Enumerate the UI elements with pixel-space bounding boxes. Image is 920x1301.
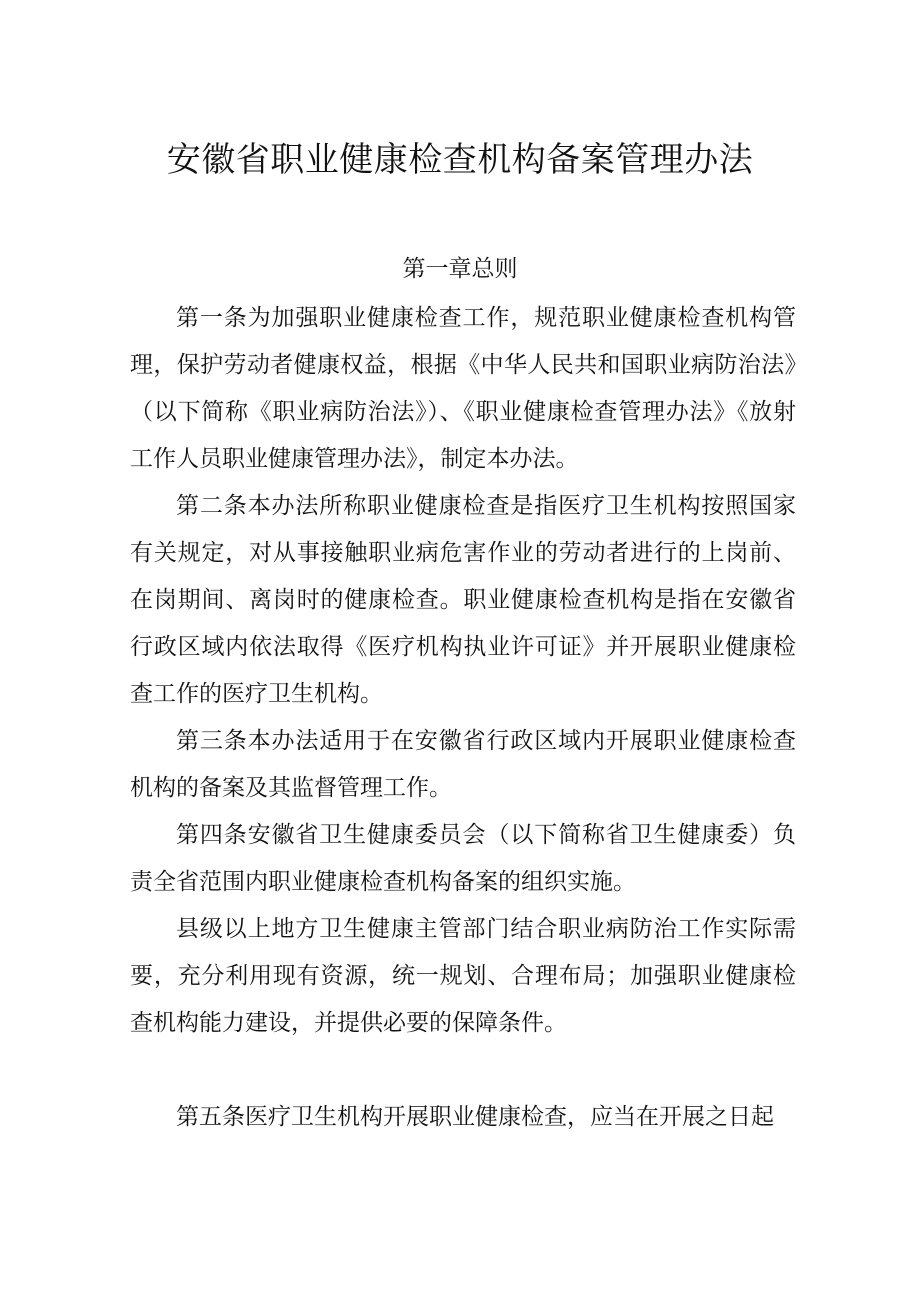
- article-4-paragraph: 第四条安徽省卫生健康委员会（以下简称省卫生健康委）负责全省范围内职业健康检查机构备案的组织实施。: [130, 822, 796, 895]
- article-3-paragraph: 第三条本办法适用于在安徽省行政区域内开展职业健康检查机构的备案及其监督管理工作。: [130, 728, 796, 801]
- article-4-subparagraph: 县级以上地方卫生健康主管部门结合职业病防治工作实际需要，充分利用现有资源，统一规划、合理布局；加强职业健康检查机构能力建设，并提供必要的保障条件。: [130, 916, 796, 1036]
- document-title: 安徽省职业健康检查机构备案管理办法: [166, 140, 754, 180]
- article-5-paragraph: 第五条医疗卫生机构开展职业健康检查，应当在开展之日起: [176, 1104, 774, 1130]
- article-1-paragraph: 第一条为加强职业健康检查工作，规范职业健康检查机构管理，保护劳动者健康权益，根据《中华人民共和国职业病防治法》（以下简称《职业病防治法》）、《职业健康检查管理办法》《放射工作人员职业健康管理办法》，制定本办法。: [130, 305, 796, 472]
- article-2-paragraph: 第二条本办法所称职业健康检查是指医疗卫生机构按照国家有关规定，对从事接触职业病危害作业的劳动者进行的上岗前、在岗期间、离岗时的健康检查。职业健康检查机构是指在安徽省行政区域内依法取得《医疗机构执业许可证》并开展职业健康检查工作的医疗卫生机构。: [130, 493, 796, 707]
- chapter-heading: 第一章总则: [402, 256, 518, 282]
